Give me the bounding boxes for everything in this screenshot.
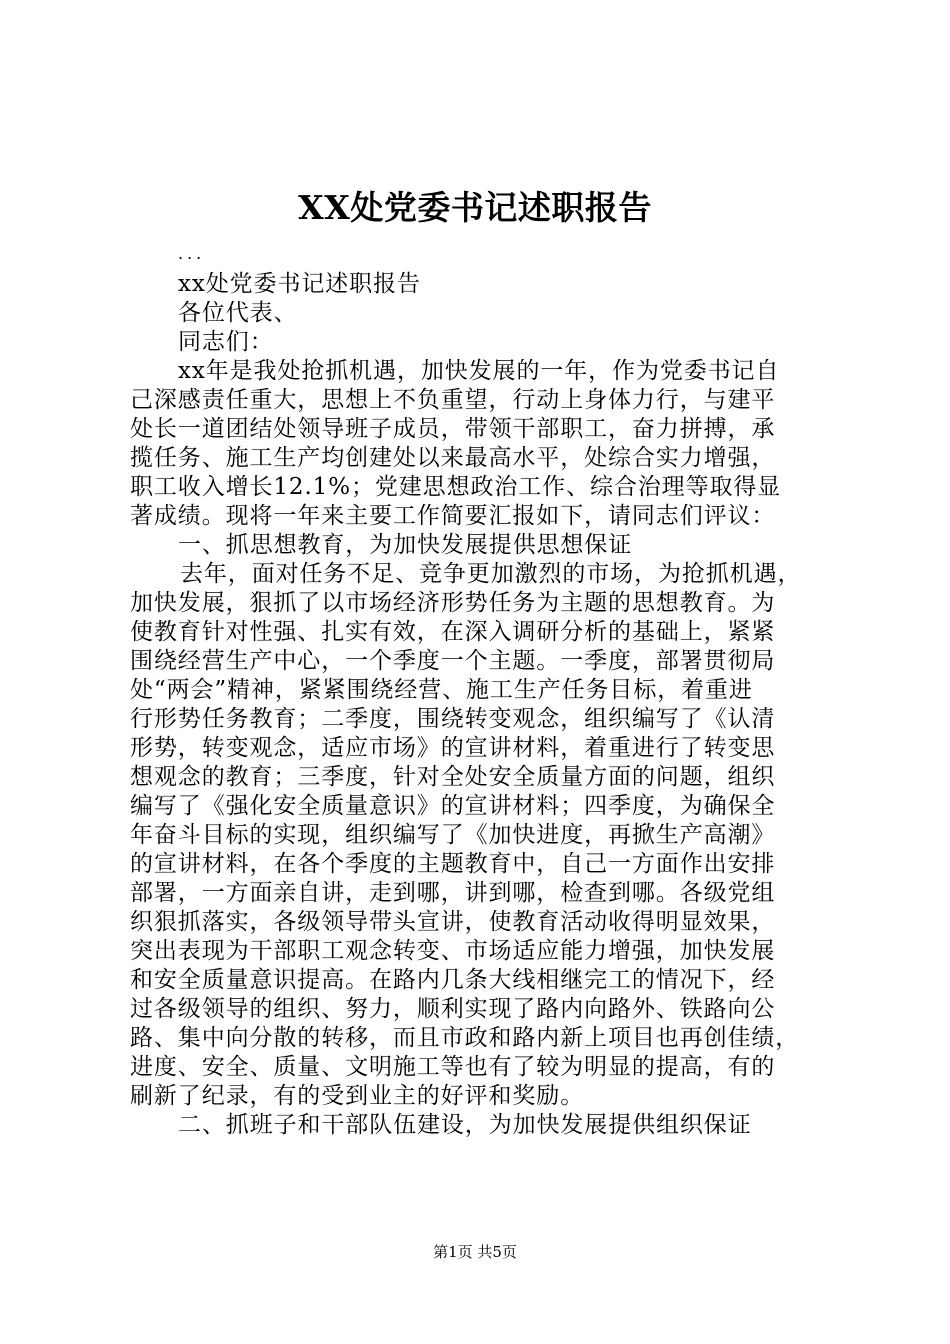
paragraph-line: 刷新了纪录，有的受到业主的好评和奖励。 bbox=[130, 1083, 585, 1109]
paragraph-line: 突出表现为干部职工观念转变、市场适应能力增强，加快发展 bbox=[130, 938, 776, 964]
heading-line: xx处党委书记述职报告 bbox=[178, 271, 421, 297]
paragraph-line: 路、集中向分散的转移，而且市政和路内新上项目也再创佳绩， bbox=[130, 1025, 800, 1051]
paragraph-line: 编写了《强化安全质量意识》的宣讲材料；四季度，为确保全 bbox=[130, 793, 776, 819]
paragraph-line: 己深感责任重大，思想上不负重望，行动上身体力行，与建平 bbox=[130, 387, 776, 413]
document-title: XX处党委书记述职报告 bbox=[298, 188, 652, 227]
salutation-line: 同志们： bbox=[178, 329, 274, 355]
ellipsis-text: ... bbox=[178, 244, 206, 263]
section-heading: 二、抓班子和干部队伍建设，为加快发展提供组织保证 bbox=[178, 1112, 752, 1138]
paragraph-line: 过各级领导的组织、努力，顺利实现了路内向路外、铁路向公 bbox=[130, 996, 776, 1022]
paragraph-line: 进度、安全、质量、文明施工等也有了较为明显的提高，有的 bbox=[130, 1054, 776, 1080]
paragraph-line: 去年，面对任务不足、竞争更加激烈的市场，为抢抓机遇， bbox=[180, 561, 802, 587]
paragraph-line: 揽任务、施工生产均创建处以来最高水平，处综合实力增强， bbox=[130, 445, 776, 471]
paragraph-line: 处“两会”精神，紧紧围绕经营、施工生产任务目标，着重进 bbox=[130, 677, 753, 703]
paragraph-line: 职工收入增长12.1%；党建思想政治工作、综合治理等取得显 bbox=[130, 474, 782, 500]
paragraph-line: 形势，转变观念，适应市场》的宣讲材料，着重进行了转变思 bbox=[130, 735, 776, 761]
salutation-line: 各位代表、 bbox=[178, 300, 298, 326]
paragraph-line: 部署，一方面亲自讲，走到哪，讲到哪，检查到哪。各级党组 bbox=[130, 880, 776, 906]
paragraph-line: 行形势任务教育；二季度，围绕转变观念，组织编写了《认清 bbox=[130, 706, 776, 732]
paragraph-line: 使教育针对性强、扎实有效，在深入调研分析的基础上，紧紧 bbox=[130, 619, 776, 645]
paragraph-line: 的宣讲材料，在各个季度的主题教育中，自己一方面作出安排 bbox=[130, 851, 776, 877]
paragraph-line: xx年是我处抢抓机遇，加快发展的一年，作为党委书记自 bbox=[178, 358, 780, 384]
document-body bbox=[130, 246, 842, 1140]
paragraph-line: 和安全质量意识提高。在路内几条大线相继完工的情况下，经 bbox=[130, 967, 776, 993]
paragraph-line: 想观念的教育；三季度，针对全处安全质量方面的问题，组织 bbox=[130, 764, 776, 790]
paragraph-line: 围绕经营生产中心，一个季度一个主题。一季度，部署贯彻局 bbox=[130, 648, 776, 674]
page-number-footer: 第1页 共5页 bbox=[433, 1243, 517, 1261]
paragraph-line: 处长一道团结处领导班子成员，带领干部职工，奋力拼搏，承 bbox=[130, 416, 776, 442]
section-heading: 一、抓思想教育，为加快发展提供思想保证 bbox=[178, 532, 633, 558]
paragraph-line: 加快发展，狠抓了以市场经济形势任务为主题的思想教育。为 bbox=[130, 590, 776, 616]
paragraph-line: 织狠抓落实，各级领导带头宣讲，使教育活动收得明显效果， bbox=[130, 909, 776, 935]
paragraph-line: 著成绩。现将一年来主要工作简要汇报如下，请同志们评议： bbox=[130, 503, 776, 529]
paragraph-line: 年奋斗目标的实现，组织编写了《加快进度，再掀生产高潮》 bbox=[130, 822, 776, 848]
